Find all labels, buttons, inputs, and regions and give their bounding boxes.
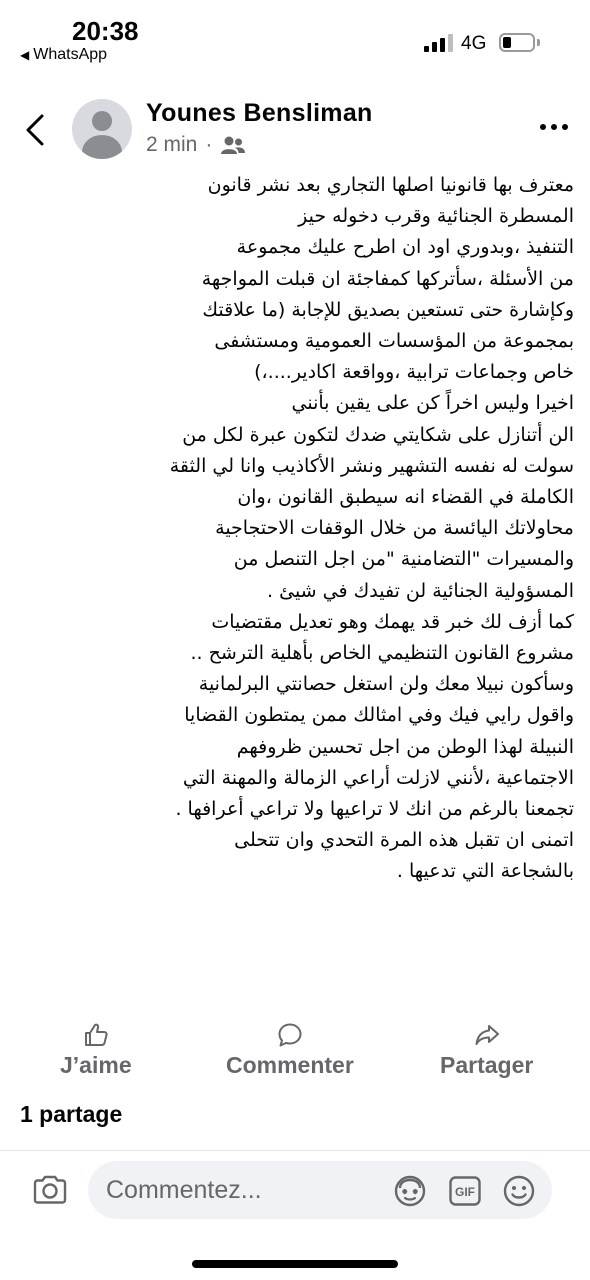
share-button[interactable]	[440, 1022, 533, 1079]
share-arrow-icon	[474, 1022, 500, 1048]
comment-icon	[277, 1022, 303, 1048]
author-name[interactable]: Younes Bensliman	[146, 99, 373, 127]
like-label: J’aime	[60, 1052, 132, 1078]
thumbs-up-icon	[83, 1022, 109, 1048]
shares-count[interactable]: 1 partage	[20, 1101, 123, 1127]
share-label: Partager	[440, 1052, 534, 1078]
post-meta	[146, 133, 246, 157]
comment-composer	[0, 1160, 590, 1220]
gif-label: GIF	[455, 1185, 475, 1199]
avatar-sticker-icon[interactable]	[393, 1174, 427, 1208]
battery-tip	[537, 39, 540, 46]
back-chevron-icon[interactable]	[22, 113, 50, 147]
signal-icon	[424, 32, 453, 52]
status-bar	[0, 0, 590, 70]
friends-icon	[220, 135, 246, 155]
comment-button[interactable]	[226, 1022, 354, 1079]
post-header	[0, 95, 590, 165]
more-options-icon[interactable]	[537, 117, 573, 137]
meta-separator: ·	[205, 133, 213, 156]
comment-label: Commenter	[226, 1052, 354, 1078]
emoji-icon[interactable]	[502, 1174, 536, 1208]
back-app-label: WhatsApp	[33, 46, 108, 63]
post-text: معترف بها قانونيا اصلها التجاري بعد نشر قانون المسطرة الجنائية وقرب دخوله حيز التنفيذ ،وبدوري اود ان اطرح عليك مجموعة من الأسئلة ،سأتركها كمفاجئة ان قبلت المواجهة وكإشارة حتى تستعين بصديق للإجابة (ما علاقتك بمجموعة من المؤسسات العمومية ومستشفى خاص وجماعات ترابية ،وواقعة اكادير....،) اخيرا وليس اخراً كن على يقين بأنني الن أتنازل على شكايتي ضدك لتكون عبرة لكل من سولت له نفسه التشهير ونشر الأكاذيب وانا لي الثقة الكاملة في القضاء انه سيطبق القانون ،وان محاولاتك اليائسة من خلال الوقفات الاحتجاجية والمسيرات "التضامنية "من اجل التنصل من المسؤولية الجنائية لن تفيدك في شيئ . كما أزف لك خبر قد يهمك وهو تعديل مقتضيات مشروع القانون التنظيمي الخاص بأهلية الترشح .. وسأكون نبيلا معك ولن استغل حصانتي البرلمانية واقول رايي فيك وفي امثالك ممن يمتطون القضايا النبيلة لهذا الوطن من اجل تحسين ظروفهم الاجتماعية ،لأنني لازلت أراعي الزمالة والمهنة التي تجمعنا بالرغم من انك لا تراعيها ولا تراعي أعرافها . اتمنى ان تقبل هذه المرة التحدي وان تتحلى بالشجاعة التي تدعيها .	[169, 174, 574, 883]
comment-input[interactable]	[88, 1161, 552, 1219]
post-time[interactable]: 2 min	[146, 133, 198, 156]
like-button[interactable]	[60, 1022, 132, 1079]
battery-level	[503, 37, 511, 48]
camera-icon[interactable]	[32, 1174, 68, 1206]
action-bar	[0, 1022, 590, 1082]
battery-icon	[499, 33, 535, 52]
status-time: 20:38	[72, 16, 139, 46]
back-to-app-link[interactable]	[20, 46, 107, 64]
gif-icon[interactable]	[448, 1174, 482, 1208]
home-indicator[interactable]	[192, 1260, 398, 1268]
composer-divider	[0, 1150, 590, 1151]
avatar-body	[82, 135, 122, 159]
avatar[interactable]	[72, 99, 132, 159]
avatar-head	[92, 111, 112, 131]
back-triangle-icon: ◀	[20, 48, 30, 62]
network-type: 4G	[461, 33, 487, 54]
